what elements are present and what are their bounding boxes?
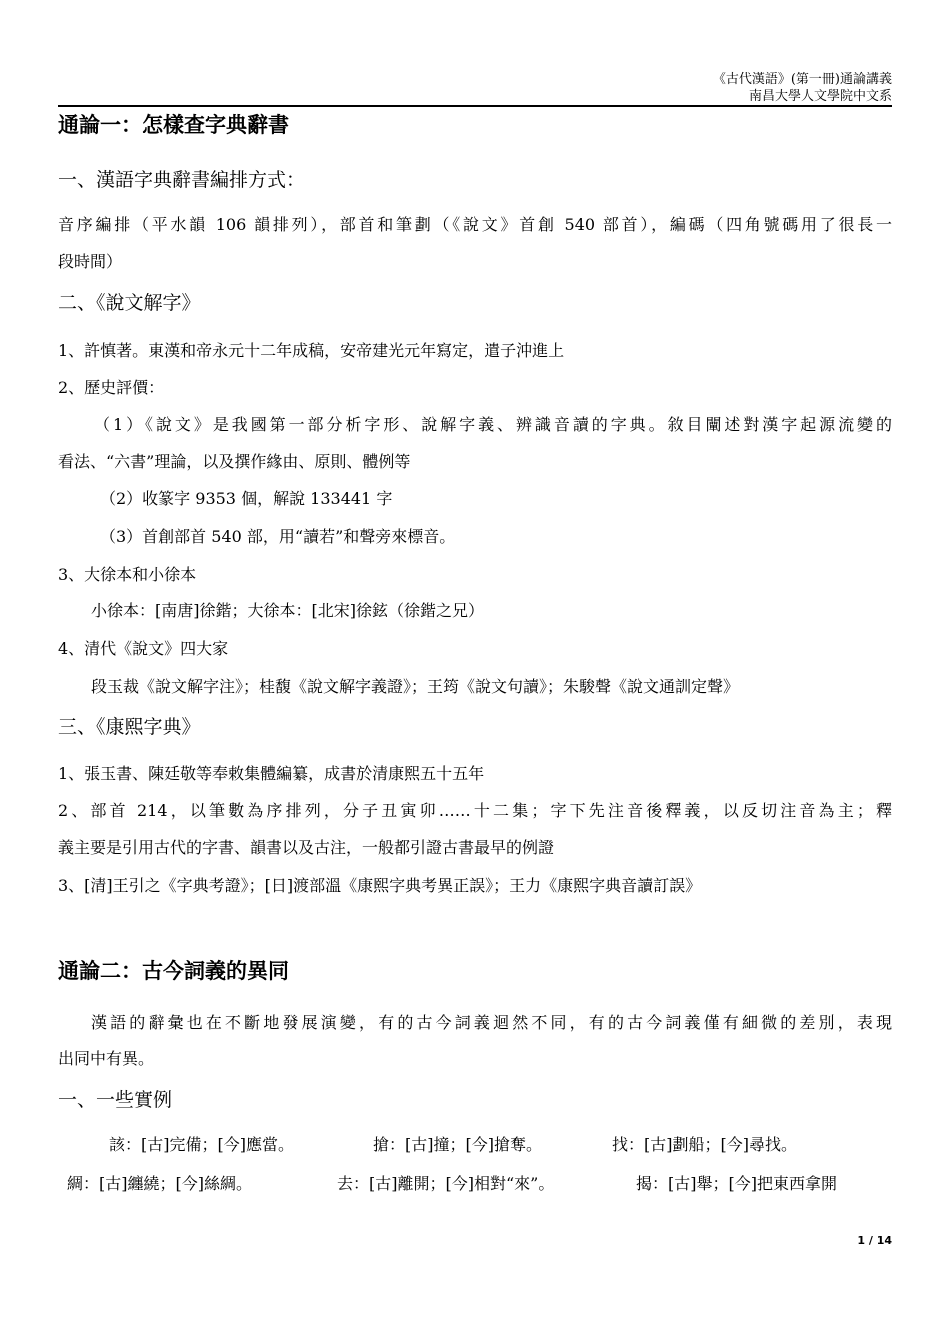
example-entry: 搶：[古]撞；[今]搶奪。 xyxy=(373,1135,542,1154)
list-item: 3、[清]王引之《字典考證》；[日]渡部溫《康熙字典考異正誤》；王力《康熙字典音讀訂誤》 xyxy=(58,876,702,895)
paragraph-line: 音序編排（平水韻 106 韻排列），部首和筆劃（《說文》首創 540 部首），編碼（四角號碼用了很長一 xyxy=(58,215,892,234)
example-entry: 找：[古]劃船；[今]尋找。 xyxy=(612,1135,797,1154)
list-item: 2、部首 214，以筆數為序排列，分子丑寅卯……十二集；字下先注音後釋義，以反切注音為主；釋 xyxy=(58,801,892,820)
list-item-detail: 段玉裁《說文解字注》；桂馥《說文解字義證》；王筠《說文句讀》；朱駿聲《說文通訓定聲》 xyxy=(91,677,740,696)
page-number: 1 / 14 xyxy=(857,1234,892,1247)
example-entry: 去：[古]離開；[今]相對“來”。 xyxy=(337,1174,555,1193)
running-header-department: 南昌大學人文學院中文系 xyxy=(748,89,892,104)
paragraph-line: 漢語的辭彙也在不斷地發展演變，有的古今詞義迴然不同，有的古今詞義僅有細微的差別，表現 xyxy=(91,1013,892,1032)
running-header-title: 《古代漢語》(第一冊)通論講義 xyxy=(712,72,892,87)
list-item-detail: 小徐本：[南唐]徐鍇；大徐本：[北宋]徐鉉（徐鍇之兄） xyxy=(91,601,484,620)
list-subitem: （1）《說文》是我國第一部分析字形、說解字義、辨識音讀的字典。敘目闡述對漢字起源流變的 xyxy=(94,415,892,434)
list-item: 3、大徐本和小徐本 xyxy=(58,565,197,584)
example-entry: 綢：[古]纏繞；[今]絲綢。 xyxy=(67,1174,252,1193)
paragraph-line: 出同中有異。 xyxy=(58,1049,155,1068)
list-subitem: （2）收篆字 9353 個，解說 133441 字 xyxy=(100,489,393,508)
section-title: 通論二：古今詞義的異同 xyxy=(58,959,289,983)
header-rule xyxy=(58,105,892,107)
subsection-heading: 一、漢語字典辭書編排方式： xyxy=(58,169,306,191)
list-item: 1、張玉書、陳廷敬等奉敕集體編纂，成書於清康熙五十五年 xyxy=(58,764,485,783)
list-item: 4、清代《說文》四大家 xyxy=(58,639,229,658)
section-title: 通論一：怎樣查字典辭書 xyxy=(58,113,289,137)
list-item: 1、許慎著。東漢和帝永元十二年成稿，安帝建光元年寫定，遣子沖進上 xyxy=(58,341,565,360)
subsection-heading: 二、《說文解字》 xyxy=(58,292,201,314)
list-subitem: （3）首創部首 540 部，用“讀若”和聲旁來標音。 xyxy=(100,527,456,546)
subsection-heading: 一、一些實例 xyxy=(58,1089,173,1111)
list-item-continued: 義主要是引用古代的字書、韻書以及古注，一般都引證古書最早的例證 xyxy=(58,838,555,857)
list-item: 2、歷史評價： xyxy=(58,378,165,397)
example-entry: 揭：[古]舉；[今]把東西拿開 xyxy=(636,1174,837,1193)
example-entry: 該：[古]完備；[今]應當。 xyxy=(109,1135,294,1154)
subsection-heading: 三、《康熙字典》 xyxy=(58,716,201,738)
paragraph-line: 段時間） xyxy=(58,252,123,271)
list-subitem-continued: 看法、“六書”理論，以及撰作緣由、原則、體例等 xyxy=(58,452,411,471)
